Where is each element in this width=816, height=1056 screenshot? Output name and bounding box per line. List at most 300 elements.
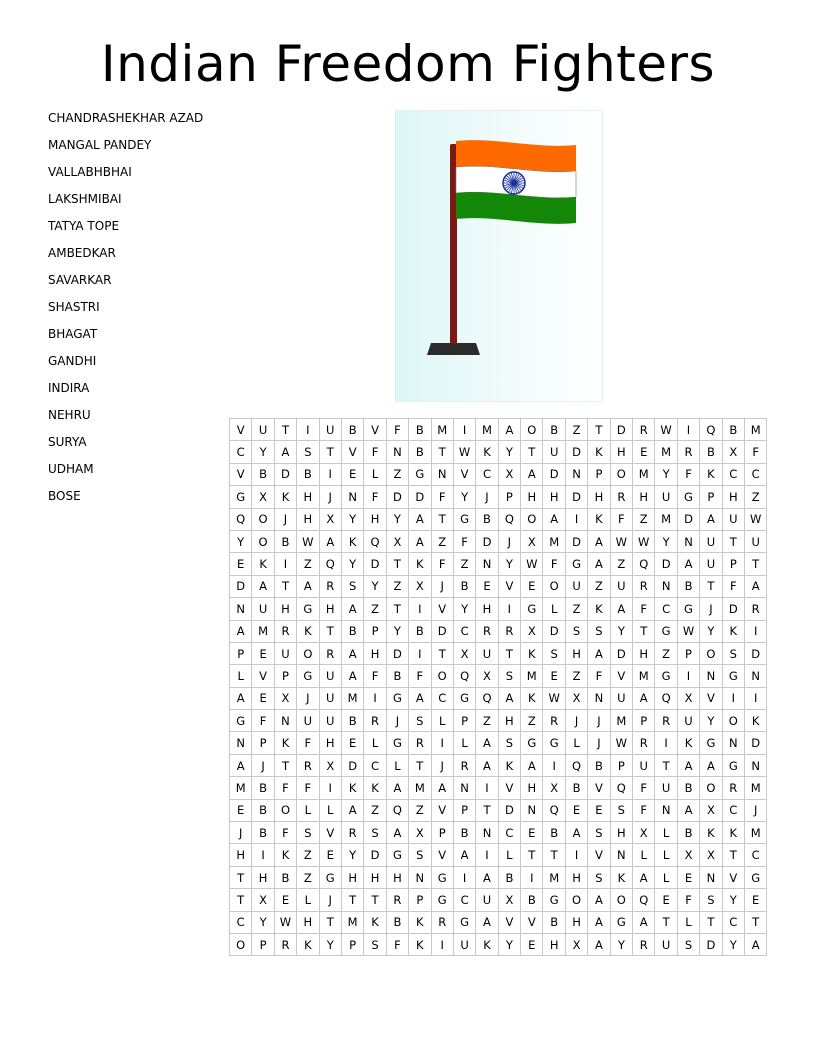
grid-cell: C xyxy=(722,463,744,485)
grid-cell: Y xyxy=(610,933,632,955)
grid-cell: F xyxy=(633,799,655,821)
grid-cell: I xyxy=(409,642,431,664)
grid-cell: B xyxy=(565,777,587,799)
grid-cell: J xyxy=(431,754,453,776)
grid-cell: G xyxy=(565,553,587,575)
grid-cell: K xyxy=(409,911,431,933)
grid-cell: F xyxy=(364,486,386,508)
grid-cell: Z xyxy=(364,799,386,821)
grid-cell: Z xyxy=(297,866,319,888)
grid-cell: B xyxy=(498,866,520,888)
grid-cell: F xyxy=(633,598,655,620)
grid-cell: K xyxy=(521,642,543,664)
grid-cell: A xyxy=(252,575,274,597)
grid-cell: E xyxy=(230,553,252,575)
grid-cell: V xyxy=(700,687,722,709)
grid-cell: T xyxy=(633,620,655,642)
grid-row xyxy=(230,419,767,441)
grid-cell: T xyxy=(722,844,744,866)
word-list-item: MANGAL PANDEY xyxy=(48,138,152,152)
grid-cell: N xyxy=(341,486,363,508)
grid-cell: A xyxy=(588,530,610,552)
grid-cell: Q xyxy=(633,889,655,911)
grid-cell: P xyxy=(431,822,453,844)
grid-cell: N xyxy=(230,598,252,620)
grid-cell: K xyxy=(677,732,699,754)
grid-cell: F xyxy=(610,508,632,530)
grid-cell: G xyxy=(655,620,677,642)
grid-cell: W xyxy=(274,911,296,933)
grid-cell: S xyxy=(498,732,520,754)
grid-cell: R xyxy=(498,620,520,642)
grid-cell: B xyxy=(453,575,475,597)
grid-cell: D xyxy=(565,441,587,463)
grid-cell: F xyxy=(431,486,453,508)
grid-cell: D xyxy=(610,642,632,664)
grid-cell: M xyxy=(341,911,363,933)
grid-cell: T xyxy=(521,844,543,866)
grid-cell: I xyxy=(677,665,699,687)
grid-cell: E xyxy=(341,732,363,754)
grid-cell: K xyxy=(274,486,296,508)
grid-cell: Z xyxy=(409,799,431,821)
grid-cell: X xyxy=(274,687,296,709)
grid-cell: K xyxy=(521,687,543,709)
grid-cell: N xyxy=(476,553,498,575)
grid-cell: Q xyxy=(230,508,252,530)
grid-cell: L xyxy=(498,844,520,866)
grid-cell: B xyxy=(677,777,699,799)
grid-cell: T xyxy=(431,642,453,664)
grid-cell: Z xyxy=(476,710,498,732)
grid-cell: C xyxy=(230,911,252,933)
grid-cell: R xyxy=(633,933,655,955)
grid-cell: K xyxy=(252,553,274,575)
grid-cell: M xyxy=(744,419,766,441)
grid-cell: D xyxy=(543,463,565,485)
grid-cell: J xyxy=(230,822,252,844)
grid-cell: G xyxy=(744,866,766,888)
grid-cell: F xyxy=(364,441,386,463)
grid-cell: N xyxy=(744,665,766,687)
grid-cell: S xyxy=(677,933,699,955)
grid-cell: Y xyxy=(230,530,252,552)
grid-cell: U xyxy=(319,665,341,687)
grid-cell: A xyxy=(297,575,319,597)
grid-row xyxy=(230,508,767,530)
grid-cell: B xyxy=(252,777,274,799)
grid-cell: B xyxy=(521,889,543,911)
grid-cell: Q xyxy=(610,777,632,799)
grid-cell: R xyxy=(386,889,408,911)
grid-cell: R xyxy=(274,620,296,642)
grid-cell: M xyxy=(610,710,632,732)
grid-cell: N xyxy=(655,799,677,821)
grid-cell: E xyxy=(521,933,543,955)
grid-cell: R xyxy=(319,575,341,597)
grid-cell: R xyxy=(274,933,296,955)
grid-cell: S xyxy=(588,822,610,844)
grid-cell: C xyxy=(498,822,520,844)
grid-cell: F xyxy=(252,710,274,732)
grid-cell: Y xyxy=(341,508,363,530)
grid-cell: W xyxy=(610,530,632,552)
grid-cell: Z xyxy=(453,553,475,575)
grid-cell: N xyxy=(700,665,722,687)
grid-cell: I xyxy=(319,463,341,485)
flag-base xyxy=(427,343,480,355)
grid-cell: P xyxy=(498,486,520,508)
grid-cell: D xyxy=(230,575,252,597)
grid-cell: N xyxy=(409,866,431,888)
grid-cell: T xyxy=(722,530,744,552)
grid-cell: A xyxy=(633,911,655,933)
grid-cell: C xyxy=(230,441,252,463)
grid-cell: S xyxy=(565,620,587,642)
grid-cell: T xyxy=(744,911,766,933)
grid-cell: O xyxy=(230,933,252,955)
grid-cell: G xyxy=(297,598,319,620)
grid-row xyxy=(230,844,767,866)
grid-cell: G xyxy=(386,732,408,754)
grid-cell: L xyxy=(319,799,341,821)
grid-cell: A xyxy=(409,508,431,530)
grid-cell: C xyxy=(453,889,475,911)
grid-cell: B xyxy=(341,620,363,642)
grid-cell: Q xyxy=(700,419,722,441)
grid-cell: I xyxy=(722,687,744,709)
grid-cell: G xyxy=(431,889,453,911)
grid-cell: K xyxy=(744,710,766,732)
grid-cell: A xyxy=(341,799,363,821)
grid-cell: V xyxy=(364,419,386,441)
grid-cell: B xyxy=(252,822,274,844)
grid-cell: E xyxy=(252,642,274,664)
grid-cell: I xyxy=(655,732,677,754)
grid-cell: X xyxy=(409,575,431,597)
grid-cell: C xyxy=(476,463,498,485)
grid-cell: A xyxy=(744,933,766,955)
grid-cell: T xyxy=(543,844,565,866)
grid-cell: K xyxy=(700,822,722,844)
grid-cell: R xyxy=(409,732,431,754)
grid-cell: G xyxy=(677,486,699,508)
grid-cell: O xyxy=(543,575,565,597)
grid-cell: C xyxy=(364,754,386,776)
grid-cell: Z xyxy=(431,530,453,552)
grid-cell: T xyxy=(319,620,341,642)
grid-cell: M xyxy=(655,441,677,463)
grid-cell: N xyxy=(453,777,475,799)
grid-row xyxy=(230,754,767,776)
grid-cell: K xyxy=(588,441,610,463)
grid-cell: D xyxy=(610,419,632,441)
grid-cell: K xyxy=(341,530,363,552)
grid-cell: R xyxy=(543,710,565,732)
grid-cell: L xyxy=(364,732,386,754)
word-list-item: BHAGAT xyxy=(48,327,98,341)
grid-cell: X xyxy=(565,687,587,709)
word-list-item: NEHRU xyxy=(48,408,91,422)
grid-cell: I xyxy=(476,777,498,799)
grid-cell: L xyxy=(297,889,319,911)
grid-cell: X xyxy=(677,844,699,866)
grid-cell: K xyxy=(274,844,296,866)
grid-cell: F xyxy=(453,530,475,552)
grid-row xyxy=(230,822,767,844)
word-search-grid xyxy=(229,418,767,956)
grid-cell: Q xyxy=(364,530,386,552)
grid-cell: B xyxy=(409,419,431,441)
grid-cell: B xyxy=(341,710,363,732)
grid-cell: A xyxy=(521,463,543,485)
grid-row xyxy=(230,799,767,821)
grid-cell: S xyxy=(364,822,386,844)
grid-cell: N xyxy=(655,575,677,597)
grid-cell: I xyxy=(565,508,587,530)
grid-cell: S xyxy=(341,575,363,597)
grid-cell: J xyxy=(744,799,766,821)
grid-cell: S xyxy=(297,441,319,463)
grid-cell: H xyxy=(588,486,610,508)
grid-cell: U xyxy=(565,575,587,597)
grid-cell: D xyxy=(386,642,408,664)
grid-cell: H xyxy=(565,866,587,888)
grid-cell: R xyxy=(722,777,744,799)
grid-cell: H xyxy=(297,486,319,508)
grid-cell: Z xyxy=(744,486,766,508)
grid-cell: A xyxy=(498,687,520,709)
grid-cell: T xyxy=(655,911,677,933)
grid-cell: P xyxy=(610,754,632,776)
grid-cell: G xyxy=(431,866,453,888)
grid-cell: G xyxy=(722,754,744,776)
grid-cell: E xyxy=(655,889,677,911)
grid-cell: B xyxy=(274,530,296,552)
grid-cell: O xyxy=(252,508,274,530)
grid-cell: C xyxy=(431,687,453,709)
grid-cell: S xyxy=(722,642,744,664)
grid-cell: A xyxy=(476,866,498,888)
grid-cell: R xyxy=(655,710,677,732)
grid-cell: Z xyxy=(297,844,319,866)
grid-cell: O xyxy=(610,889,632,911)
grid-cell: H xyxy=(252,866,274,888)
grid-cell: X xyxy=(677,687,699,709)
grid-cell: G xyxy=(386,687,408,709)
grid-cell: S xyxy=(409,844,431,866)
grid-cell: K xyxy=(297,620,319,642)
grid-cell: A xyxy=(319,530,341,552)
grid-cell: E xyxy=(252,687,274,709)
grid-cell: W xyxy=(633,530,655,552)
grid-cell: P xyxy=(364,620,386,642)
grid-cell: C xyxy=(744,463,766,485)
grid-cell: Q xyxy=(498,508,520,530)
grid-cell: R xyxy=(453,754,475,776)
grid-cell: H xyxy=(364,508,386,530)
grid-cell: A xyxy=(633,687,655,709)
grid-cell: P xyxy=(341,933,363,955)
grid-cell: F xyxy=(274,777,296,799)
grid-cell: T xyxy=(700,911,722,933)
grid-cell: D xyxy=(364,553,386,575)
grid-cell: M xyxy=(633,463,655,485)
grid-cell: A xyxy=(274,441,296,463)
grid-cell: K xyxy=(476,933,498,955)
grid-cell: Y xyxy=(700,620,722,642)
grid-cell: U xyxy=(633,754,655,776)
grid-cell: S xyxy=(498,665,520,687)
grid-cell: O xyxy=(521,419,543,441)
grid-row xyxy=(230,687,767,709)
grid-cell: V xyxy=(341,441,363,463)
grid-cell: W xyxy=(610,732,632,754)
grid-cell: G xyxy=(409,463,431,485)
grid-cell: H xyxy=(565,642,587,664)
grid-cell: V xyxy=(588,844,610,866)
grid-cell: G xyxy=(453,687,475,709)
grid-cell: P xyxy=(453,799,475,821)
grid-row xyxy=(230,665,767,687)
grid-cell: U xyxy=(610,575,632,597)
grid-cell: M xyxy=(521,665,543,687)
grid-cell: G xyxy=(230,710,252,732)
grid-cell: I xyxy=(319,777,341,799)
grid-cell: F xyxy=(274,822,296,844)
grid-row xyxy=(230,889,767,911)
grid-cell: B xyxy=(297,463,319,485)
grid-cell: M xyxy=(543,530,565,552)
grid-cell: P xyxy=(453,710,475,732)
grid-cell: F xyxy=(386,933,408,955)
grid-cell: W xyxy=(677,620,699,642)
word-list-item: AMBEDKAR xyxy=(48,246,116,260)
grid-cell: X xyxy=(700,799,722,821)
grid-cell: T xyxy=(655,754,677,776)
grid-cell: B xyxy=(588,754,610,776)
grid-cell: O xyxy=(521,508,543,530)
grid-cell: A xyxy=(476,754,498,776)
grid-cell: R xyxy=(297,754,319,776)
grid-cell: K xyxy=(722,620,744,642)
grid-cell: I xyxy=(565,844,587,866)
grid-cell: E xyxy=(521,575,543,597)
grid-cell: Q xyxy=(655,687,677,709)
grid-cell: I xyxy=(364,687,386,709)
grid-cell: D xyxy=(700,933,722,955)
grid-cell: M xyxy=(230,777,252,799)
grid-cell: G xyxy=(700,732,722,754)
grid-cell: Y xyxy=(252,911,274,933)
grid-cell: D xyxy=(386,486,408,508)
word-list-item: SHASTRI xyxy=(48,300,100,314)
grid-cell: N xyxy=(588,687,610,709)
grid-cell: K xyxy=(341,777,363,799)
grid-cell: D xyxy=(409,486,431,508)
grid-cell: D xyxy=(565,486,587,508)
grid-cell: A xyxy=(230,754,252,776)
grid-cell: T xyxy=(274,575,296,597)
grid-cell: V xyxy=(230,419,252,441)
grid-cell: I xyxy=(453,866,475,888)
grid-cell: F xyxy=(744,441,766,463)
grid-cell: X xyxy=(543,777,565,799)
grid-cell: N xyxy=(274,710,296,732)
grid-cell: M xyxy=(252,620,274,642)
grid-cell: R xyxy=(744,598,766,620)
grid-cell: U xyxy=(476,889,498,911)
grid-cell: K xyxy=(364,777,386,799)
grid-row xyxy=(230,486,767,508)
grid-cell: D xyxy=(744,642,766,664)
grid-cell: X xyxy=(252,486,274,508)
grid-cell: U xyxy=(700,553,722,575)
grid-cell: Y xyxy=(498,553,520,575)
grid-cell: A xyxy=(386,822,408,844)
grid-cell: M xyxy=(655,508,677,530)
grid-cell: B xyxy=(409,620,431,642)
grid-cell: O xyxy=(700,777,722,799)
grid-cell: X xyxy=(498,463,520,485)
grid-cell: L xyxy=(543,598,565,620)
grid-cell: U xyxy=(319,419,341,441)
grid-cell: D xyxy=(274,463,296,485)
grid-cell: X xyxy=(498,889,520,911)
grid-cell: F xyxy=(677,463,699,485)
grid-cell: L xyxy=(633,844,655,866)
grid-cell: B xyxy=(453,822,475,844)
grid-cell: S xyxy=(610,799,632,821)
grid-cell: H xyxy=(521,486,543,508)
grid-cell: O xyxy=(297,642,319,664)
grid-cell: R xyxy=(319,642,341,664)
grid-cell: U xyxy=(543,441,565,463)
word-list-item: CHANDRASHEKHAR AZAD xyxy=(48,111,204,125)
grid-cell: A xyxy=(744,575,766,597)
grid-cell: L xyxy=(655,822,677,844)
grid-cell: V xyxy=(431,598,453,620)
grid-cell: F xyxy=(297,732,319,754)
grid-cell: L xyxy=(230,665,252,687)
grid-cell: Y xyxy=(655,463,677,485)
grid-cell: B xyxy=(722,419,744,441)
grid-cell: D xyxy=(476,530,498,552)
grid-cell: N xyxy=(722,732,744,754)
grid-cell: A xyxy=(610,598,632,620)
grid-cell: K xyxy=(476,441,498,463)
grid-cell: T xyxy=(409,754,431,776)
grid-cell: E xyxy=(588,799,610,821)
grid-cell: K xyxy=(364,911,386,933)
grid-cell: G xyxy=(230,486,252,508)
grid-cell: F xyxy=(431,553,453,575)
grid-cell: J xyxy=(588,710,610,732)
grid-cell: N xyxy=(431,463,453,485)
grid-cell: A xyxy=(543,508,565,530)
grid-cell: A xyxy=(230,620,252,642)
grid-cell: G xyxy=(521,732,543,754)
grid-cell: X xyxy=(521,620,543,642)
grid-cell: I xyxy=(453,419,475,441)
grid-cell: Q xyxy=(386,799,408,821)
grid-cell: H xyxy=(297,911,319,933)
grid-row xyxy=(230,777,767,799)
grid-cell: S xyxy=(700,889,722,911)
grid-cell: G xyxy=(610,911,632,933)
grid-cell: Z xyxy=(633,508,655,530)
grid-cell: R xyxy=(633,732,655,754)
